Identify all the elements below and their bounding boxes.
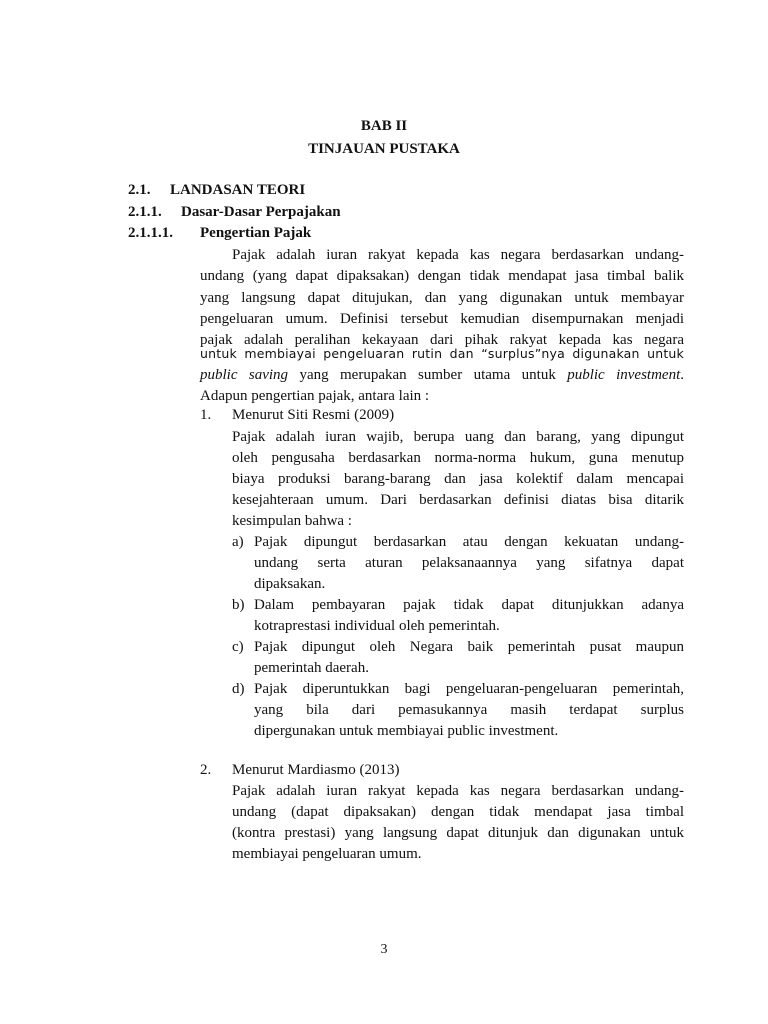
intro-line: untuk membiayai pengeluaran rutin dan “surplus”nya digunakan untuk <box>200 346 684 361</box>
paragraph-line: kesejahteraan umum. Dari berdasarkan definisi diatas bisa ditarik <box>232 492 684 508</box>
list-number: 2. <box>200 762 212 778</box>
section-2-1-1-1-title: Pengertian Pajak <box>200 225 312 241</box>
sublist-label: c) <box>232 639 244 655</box>
sublist-label: d) <box>232 681 245 697</box>
intro-text: yang merupakan sumber utama untuk <box>288 367 568 383</box>
section-2-1-1-title: Dasar-Dasar Perpajakan <box>181 204 341 220</box>
sublist-line: undang serta aturan pelaksanaannya yang sifatnya dapat <box>254 555 684 571</box>
intro-line: Adapun pengertian pajak, antara lain : <box>200 388 430 404</box>
sublist-line: Pajak diperuntukkan bagi pengeluaran-pengeluaran pemerintah, <box>254 681 684 697</box>
intro-line: yang langsung dapat ditujukan, dan yang digunakan untuk membayar <box>200 290 684 306</box>
paragraph-line: undang (dapat dipaksakan) dengan tidak mendapat jasa timbal <box>232 804 684 820</box>
intro-line-italic-terms <box>200 365 684 385</box>
sublist-line: dipaksakan. <box>254 576 326 592</box>
intro-line: undang (yang dapat dipaksakan) dengan tidak mendapat jasa timbal balik <box>200 268 684 284</box>
section-2-1-1-number: 2.1.1. <box>128 204 162 220</box>
chapter-label: BAB II <box>360 118 408 134</box>
section-2-1-number: 2.1. <box>128 182 151 198</box>
intro-line: pengeluaran umum. Definisi tersebut kemudian disempurnakan menjadi <box>200 311 684 327</box>
paragraph-line: Pajak adalah iuran wajib, berupa uang dan barang, yang dipungut <box>232 429 684 445</box>
sublist-line: kotraprestasi individual oleh pemerintah. <box>254 618 500 634</box>
sublist-line: dipergunakan untuk membiayai public investment. <box>254 723 559 739</box>
italic-term: public investment <box>567 367 681 383</box>
intro-line: Pajak adalah iuran rakyat kepada kas negara berdasarkan undang- <box>232 247 684 263</box>
section-2-1-1-1-number: 2.1.1.1. <box>128 225 173 241</box>
sublist-label: b) <box>232 597 245 613</box>
italic-term: public saving <box>200 367 289 383</box>
paragraph-line: (kontra prestasi) yang langsung dapat ditunjuk dan digunakan untuk <box>232 825 684 841</box>
sublist-line: pemerintah daerah. <box>254 660 369 676</box>
page-number: 3 <box>380 942 388 957</box>
chapter-title: TINJAUAN PUSTAKA <box>308 141 460 157</box>
list-number: 1. <box>200 407 212 423</box>
paragraph-line: Pajak adalah iuran rakyat kepada kas negara berdasarkan undang- <box>232 783 684 799</box>
section-2-1-title: LANDASAN TEORI <box>170 182 306 198</box>
list-item-title: Menurut Siti Resmi (2009) <box>232 407 395 423</box>
sublist-line: yang bila dari pemasukannya masih terdapat surplus <box>254 702 684 718</box>
paragraph-line: biaya produksi barang-barang dan jasa kolektif dalam mencapai <box>232 471 684 487</box>
sublist-line: Dalam pembayaran pajak tidak dapat ditunjukkan adanya <box>254 597 684 613</box>
list-item-title: Menurut Mardiasmo (2013) <box>232 762 400 778</box>
paragraph-line: membiayai pengeluaran umum. <box>232 846 422 862</box>
sublist-line: Pajak dipungut berdasarkan atau dengan kekuatan undang- <box>254 534 684 550</box>
intro-line: pajak adalah peralihan kekayaan dari pihak rakyat kepada kas negara <box>200 332 684 348</box>
paragraph-line: kesimpulan bahwa : <box>232 513 352 529</box>
paragraph-line: oleh pengusaha berdasarkan norma-norma hukum, guna menutup <box>232 450 684 466</box>
intro-text: . <box>680 367 685 383</box>
sublist-label: a) <box>232 534 244 550</box>
sublist-line: Pajak dipungut oleh Negara baik pemerintah pusat maupun <box>254 639 684 655</box>
